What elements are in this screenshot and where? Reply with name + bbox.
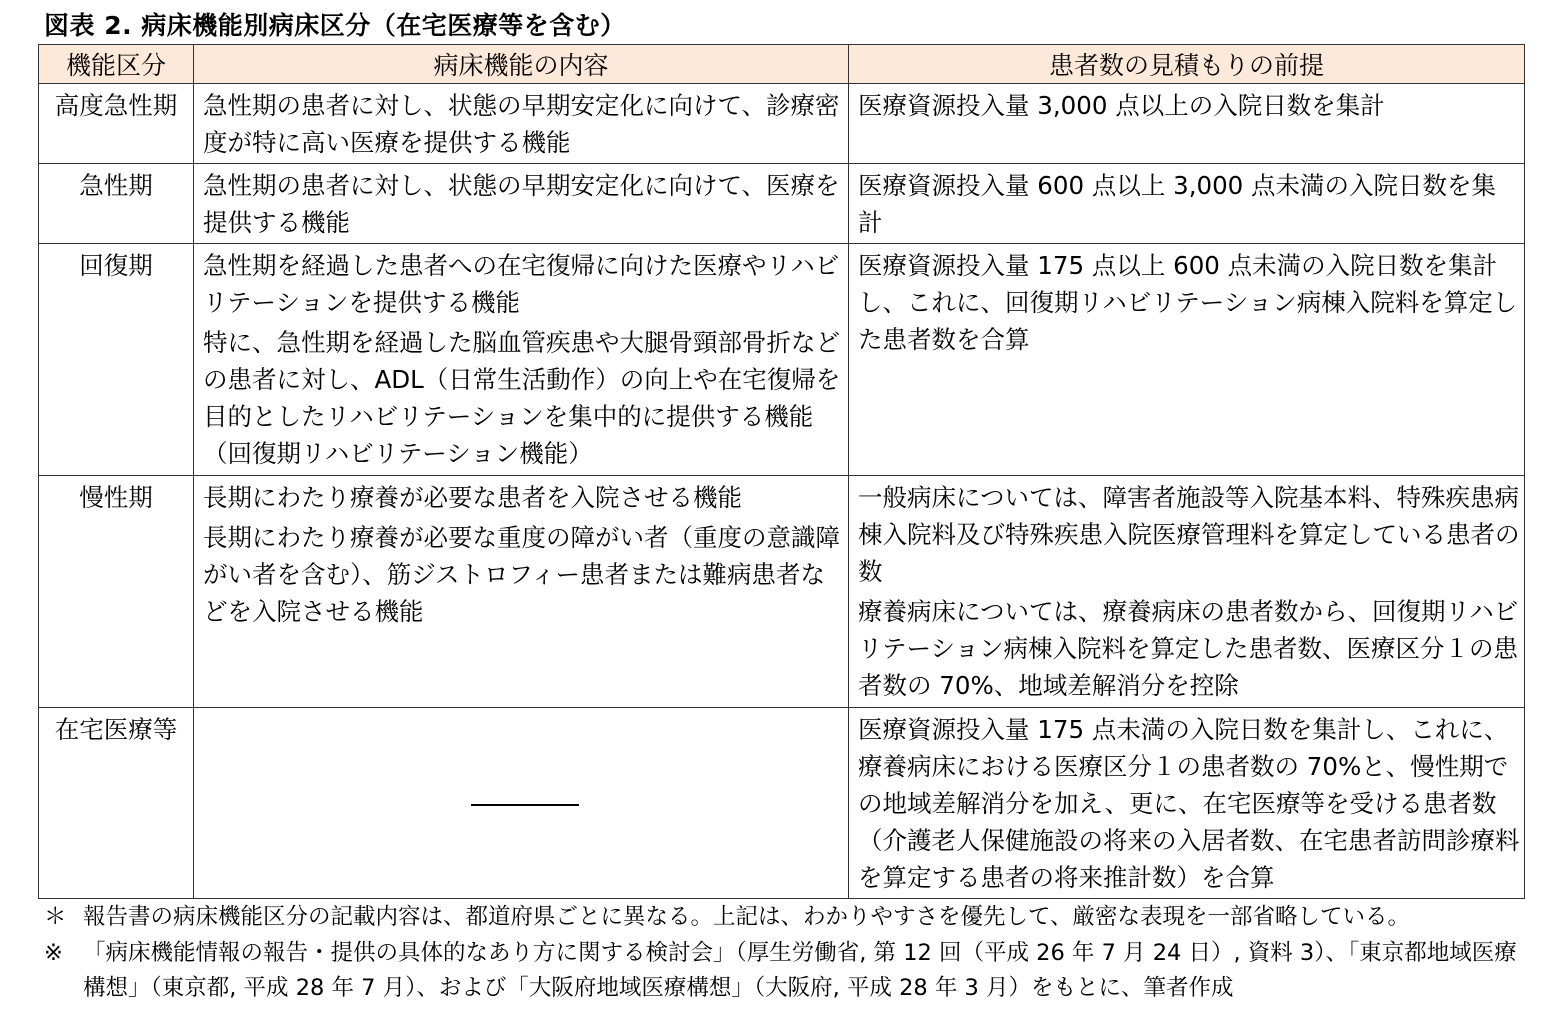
table-row xyxy=(39,476,1525,708)
content-paragraph: 急性期の患者に対し、状態の早期安定化に向けて、医療を提供する機能 xyxy=(203,171,840,237)
row-category: 高度急性期 xyxy=(39,84,194,164)
header-category: 機能区分 xyxy=(39,45,194,84)
content-paragraph: 特に、急性期を経過した脳血管疾患や大腿骨頸部骨折などの患者に対し、ADL（日常生活動作）の向上や在宅復帰を目的としたリハビリテーションを集中的に提供する機能（回復期リハビリテーション機能） xyxy=(203,328,841,468)
footnote xyxy=(44,900,1524,935)
content-paragraph: 急性期を経過した患者への在宅復帰に向けた医療やリハビリテーションを提供する機能 xyxy=(203,251,840,317)
footnote-text: 報告書の病床機能区分の記載内容は、都道府県ごとに異なる。上記は、わかりやすさを優先して、厳密な表現を一部省略している。 xyxy=(83,904,1411,930)
content-paragraph: 長期にわたり療養が必要な患者を入院させる機能 xyxy=(203,483,742,512)
header-premise: 患者数の見積もりの前提 xyxy=(849,45,1525,84)
empty-dash-line xyxy=(471,804,579,806)
table-row xyxy=(39,708,1525,899)
header-content: 病床機能の内容 xyxy=(194,45,849,84)
row-premise xyxy=(849,244,1525,476)
premise-paragraph: 療養病床については、療養病床の患者数から、回復期リハビリテーション病棟入院料を算定した患者数、医療区分１の患者数の 70%、地域差解消分を控除 xyxy=(858,597,1519,700)
footnote xyxy=(44,936,1524,1006)
premise-paragraph: 医療資源投入量 600 点以上 3,000 点未満の入院日数を集計 xyxy=(858,171,1497,237)
content-paragraph: 長期にわたり療養が必要な重度の障がい者（重度の意識障がい者を含む）、筋ジストロフィー患者または難病患者などを入院させる機能 xyxy=(203,523,840,626)
content-paragraph: 急性期の患者に対し、状態の早期安定化に向けて、診療密度が特に高い医療を提供する機能 xyxy=(203,91,840,157)
row-content-empty xyxy=(194,708,849,899)
row-category: 回復期 xyxy=(39,244,194,476)
figure-title: 図表 2. 病床機能別病床区分（在宅医療等を含む） xyxy=(44,11,626,40)
premise-paragraph: 医療資源投入量 175 点未満の入院日数を集計し、これに、療養病床における医療区分１の患者数の 70%と、慢性期での地域差解消分を加え、更に、在宅医療等を受ける患者数（介護老人保健施設の将来の入居者数、在宅患者訪問診療料を算定する患者の将来推計数）を合算 xyxy=(858,715,1520,892)
premise-paragraph: 一般病床については、障害者施設等入院基本料、特殊疾患病棟入院料及び特殊疾患入院医療管理料を算定している患者の数 xyxy=(858,483,1520,586)
footnote-text: 「病床機能情報の報告・提供の具体的なあり方に関する検討会」（厚生労働省, 第 12 回（平成 26 年 7 月 24 日）, 資料 3）、「東京都地域医療構想」（東京都, 平成 28 年 7 月）、および「大阪府地域医療構想」（大阪府, 平成 28 年 3 月）をもとに、筆者作成 xyxy=(83,940,1517,1001)
row-content xyxy=(194,244,849,476)
row-premise xyxy=(849,708,1525,899)
premise-paragraph: 医療資源投入量 3,000 点以上の入院日数を集計 xyxy=(858,91,1385,120)
row-category: 急性期 xyxy=(39,164,194,244)
table-row xyxy=(39,244,1525,476)
row-category: 慢性期 xyxy=(39,476,194,708)
row-content xyxy=(194,164,849,244)
row-premise xyxy=(849,84,1525,164)
row-premise xyxy=(849,164,1525,244)
row-category: 在宅医療等 xyxy=(39,708,194,899)
row-premise xyxy=(849,476,1525,708)
footnote-mark: ＊ xyxy=(44,904,67,930)
table-row xyxy=(39,164,1525,244)
table-row xyxy=(39,84,1525,164)
premise-paragraph: 医療資源投入量 175 点以上 600 点未満の入院日数を集計し、これに、回復期リハビリテーション病棟入院料を算定した患者数を合算 xyxy=(858,251,1518,354)
row-content xyxy=(194,476,849,708)
footnote-mark: ※ xyxy=(44,940,63,966)
bed-function-table xyxy=(38,44,1525,899)
table-header-row xyxy=(39,45,1525,84)
footnotes xyxy=(44,900,1524,1007)
row-content xyxy=(194,84,849,164)
